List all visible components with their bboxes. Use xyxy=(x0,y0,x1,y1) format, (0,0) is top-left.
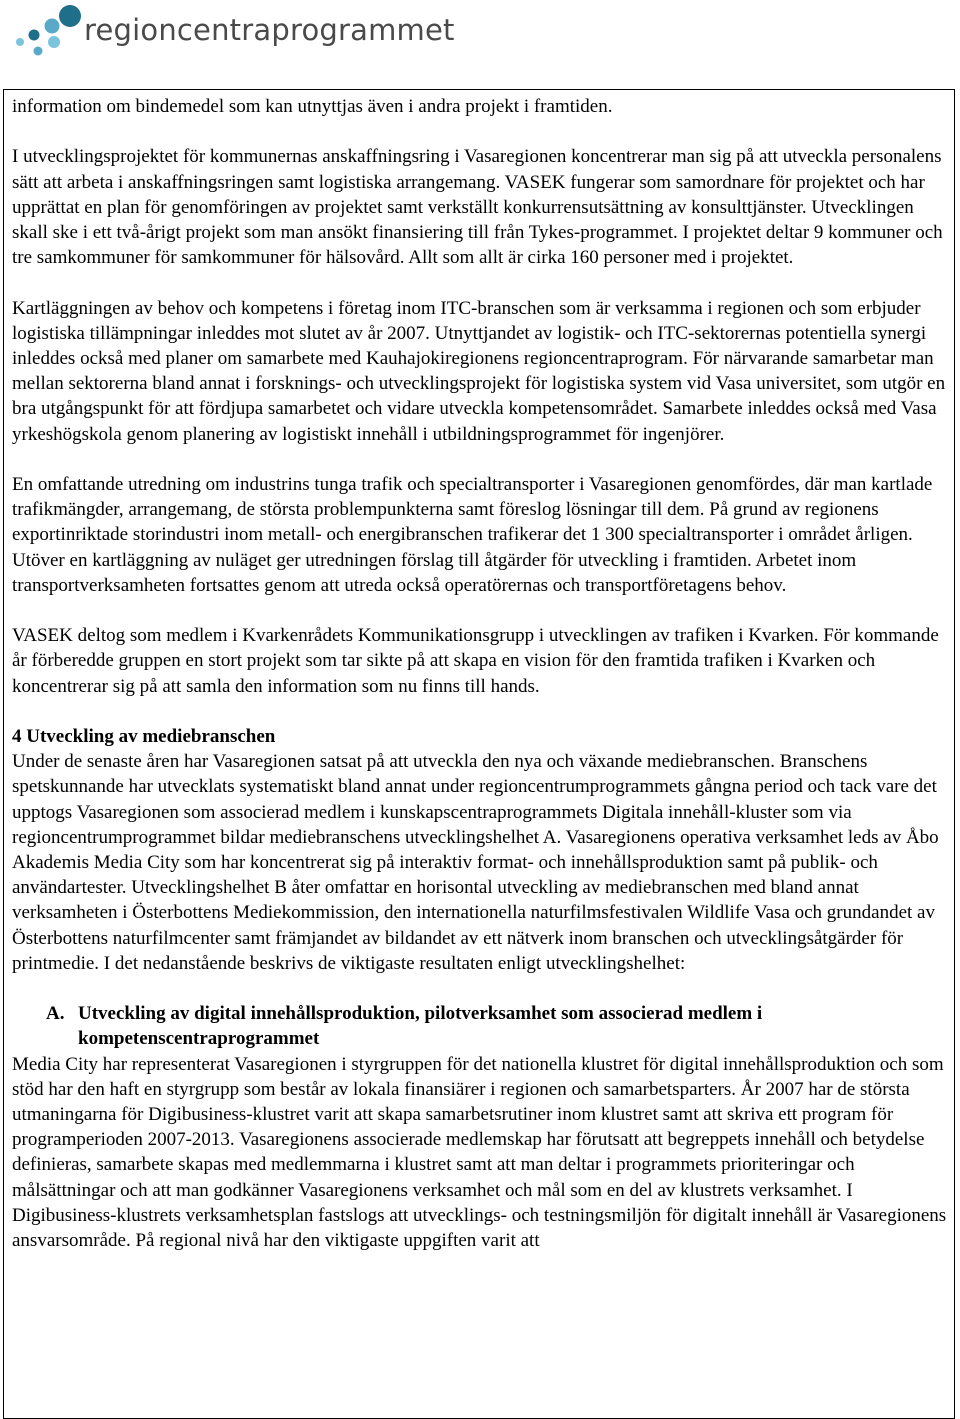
subsection-title: Utveckling av digital innehållsproduktion, pilotverksamhet som associerad medlem i kompetenscentraprogrammet xyxy=(78,1003,763,1050)
paragraph-3: Kartläggningen av behov och kompetens i företag inom ITC-branschen som är verksamma i regionen och som erbjuder logistiska tillämpningar inleddes mot slutet av år 2007. Utnyttjandet av logistik- och ITC-sektorernas potentiella synergi inleddes också med planer om samarbete med Kauhajokiregionens regioncentraprogram. För närvarande samarbetar man mellan sektorerna bland annat i forsknings- och utvecklingsprojekt för logistiska system vid Vasa universitet, som utgör en bra utgångspunkt för att fördjupa samarbetet och vidare utveckla kompetensområdet. Samarbete inleddes också med Vasa yrkeshögskola genom planering av logistiskt innehåll i utbildningsprogrammet för ingenjörer. xyxy=(12,297,946,445)
paragraph-2: I utvecklingsprojektet för kommunernas anskaffningsring i Vasaregionen koncentrerar man sig på att utveckla personalens sätt att arbeta i anskaffningsringen samt logistiska arrangemang. VASEK fungerar som samordnare för projektet och har upprättat en plan för genomföringen av projektet samt verkställt konkurrensutsättning av konsulttjänster. Utvecklingen skall ske i ett två-årigt projekt som man ansökt finansiering till från Tykes-programmet. I projektet deltar 9 kommuner och tre samkommuner för samkommuner för hälsovård. Allt som allt är cirka 160 personer med i projektet. xyxy=(12,146,943,269)
logo-dots-icon xyxy=(8,2,88,64)
document-body xyxy=(12,94,948,1253)
paragraph-7: Media City har representerat Vasaregionen i styrgruppen för det nationella klustret för digital innehållsproduktion och som stöd har den haft en styrgrupp som består av lokala finansiärer i regionen och samarbetsparters. År 2007 har de största utmaningarna för Digibusiness-klustret varit att skapa samarbetsrutiner inom klustret samt att skriva ett program för programperioden 2007-2013. Vasaregionens associerade medlemskap har förutsatt att begreppets innehåll och betydelse definieras, samarbete skapas med medlemmarna i klustret samt att man deltar i programmets prioriteringar och målsättningar och att man godkänner Vasaregionens verksamhet och mål som en del av klustrets verksamhet. I Digibusiness-klustrets verksamhetsplan fastslogs att utvecklings- och testningsmiljön för digitalt innehåll är Vasaregionens ansvarsområde. På regional nivå har den viktigaste uppgiften varit att xyxy=(12,1053,947,1252)
subsection-heading xyxy=(12,1001,948,1051)
paragraph-1: information om bindemedel som kan utnyttjas även i andra projekt i framtiden. xyxy=(12,96,613,117)
paragraph-4: En omfattande utredning om industrins tunga trafik och specialtransporter i Vasaregionen genomfördes, där man kartlade trafikmängder, arrangemang, de största problempunkterna samt föreslog lösningar till dem. På grund av regionens exportinriktade storindustri inom metall- och energibranschen trafikerar det 1 300 specialtransporter i området årligen. Utöver en kartläggning av nuläget ger utredningen förslag till åtgärder för utveckling i framtiden. Arbetet inom transportverksamheten fortsattes genom att utreda också operatörernas och transportföretagens behov. xyxy=(12,474,933,596)
section-heading: 4 Utveckling av mediebranschen xyxy=(12,726,276,747)
subsection-letter: A. xyxy=(46,1003,65,1025)
page-header xyxy=(0,0,960,88)
brand-logo-text: regioncentraprogrammet xyxy=(84,13,455,47)
paragraph-6: Under de senaste åren har Vasaregionen satsat på att utveckla den nya och växande mediebranschen. Branschens spetskunnande har utvecklats systematiskt bland annat under regioncentrumprogrammets gångna period och tack vare det upptogs Vasaregionen som associerad medlem i kunskapscentraprogrammets Digitala innehåll-kluster som via regioncentrumprogrammet bildar mediebranschens utvecklingshelhet A. Vasaregionens operativa verksamhet leds av Åbo Akademis Media City som har koncentrerat sig på interaktiv format- och innehållsproduktion samt på publik- och användartester. Utvecklingshelhet B åter omfattar en horisontal utveckling av mediebranschen med bland annat verksamheten i Österbottens Mediekommission, den internationella naturfilmsfestivalen Wildlife Vasa och grundandet av Österbottens naturfilmcenter samt främjandet av bildandet av ett nätverk inom branschen och utvecklingsåtgärder för printmedie. I det nedanstående beskrivs de viktigaste resultaten enligt utvecklingshelhet: xyxy=(12,751,939,974)
paragraph-5: VASEK deltog som medlem i Kvarkenrådets Kommunikationsgrupp i utvecklingen av trafiken i Kvarken. För kommande år förberedde gruppen en stort projekt som tar sikte på att skapa en vision för den framtida trafiken i Kvarken och koncentrerar sig på att samla den information som nu finns till hands. xyxy=(12,625,939,697)
